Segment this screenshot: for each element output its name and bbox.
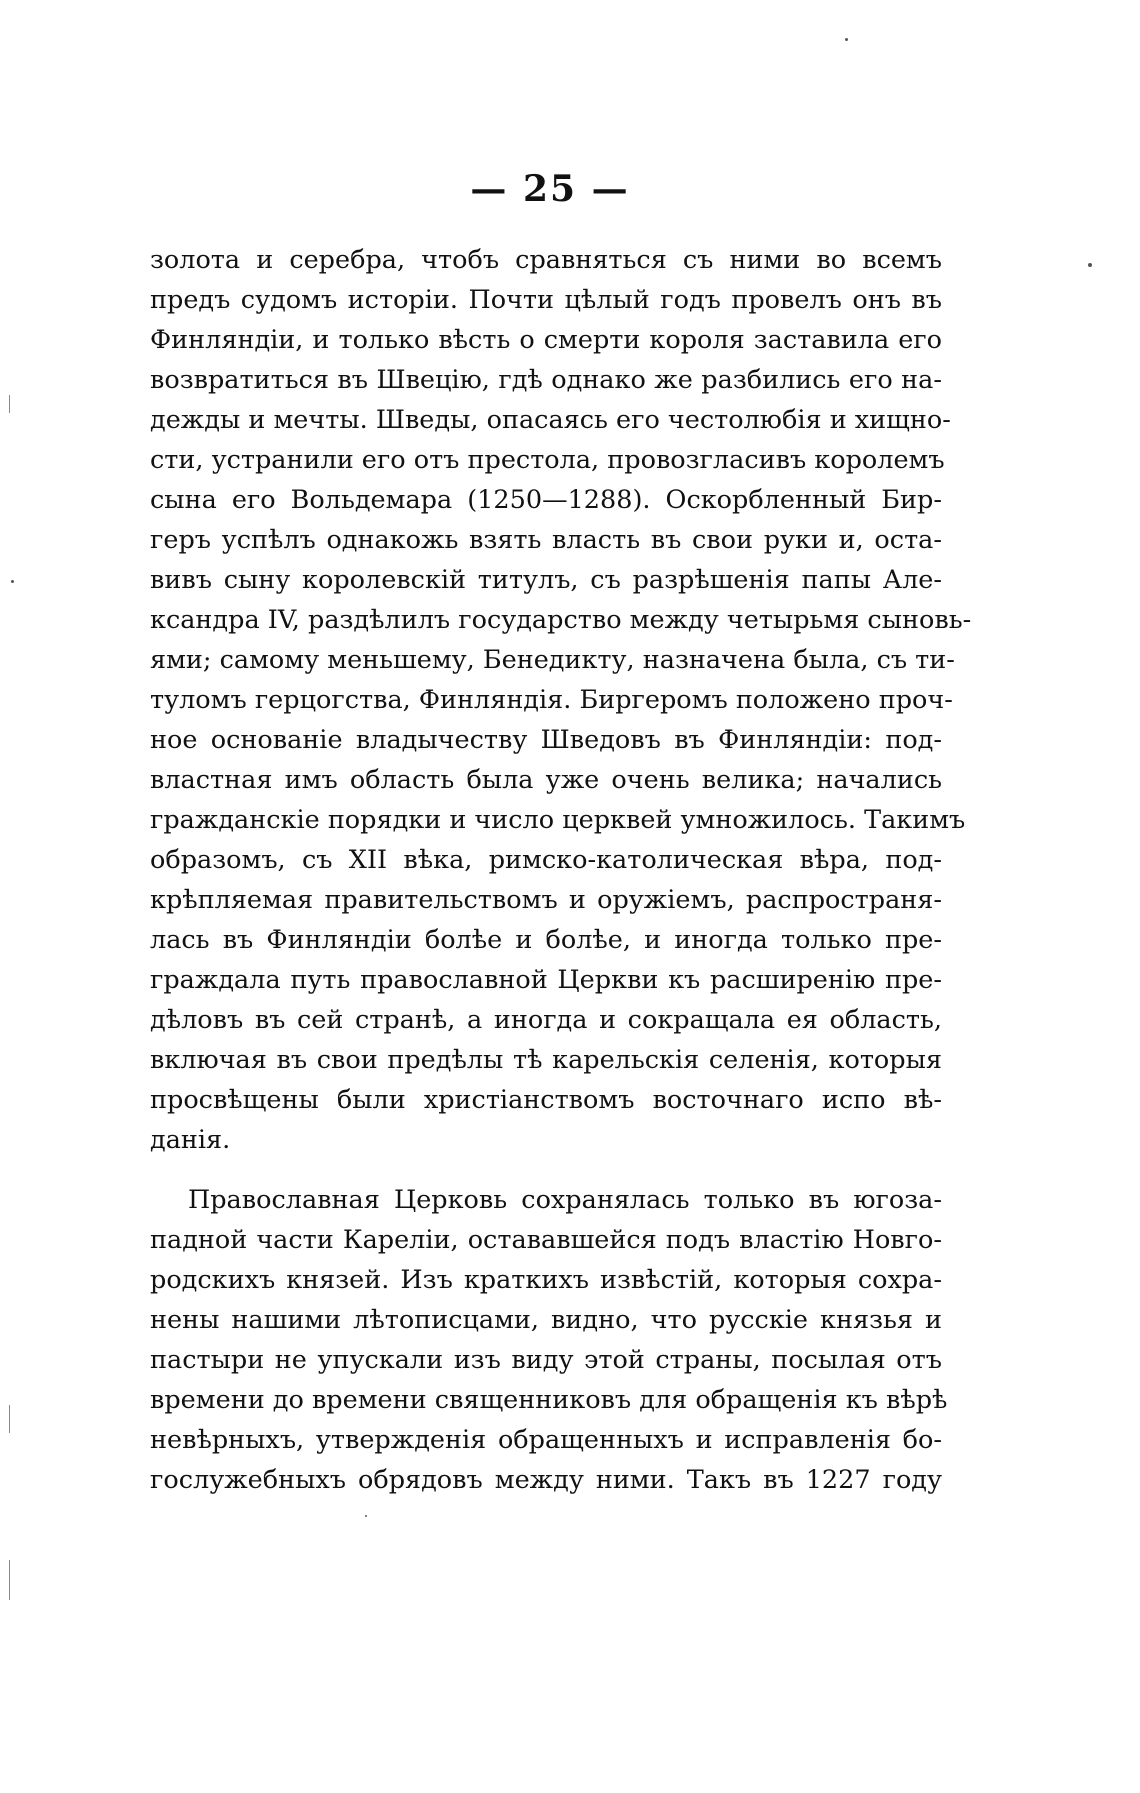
text-line: времени до времени священниковъ для обращенія къ вѣрѣ (150, 1385, 948, 1415)
text-line: геръ успѣлъ однакожь взять власть въ свои руки и, оста- (150, 525, 942, 555)
text-line: ксандра IV, раздѣлилъ государство между четырьмя сыновь- (150, 605, 972, 635)
text-line: золота и серебра, чтобъ сравняться съ ними во всемъ (150, 245, 942, 275)
text-line: Православная Церковь сохранялась только въ югоза- (188, 1185, 942, 1215)
text-line: ями; самому меньшему, Бенедикту, назначена была, съ ти- (150, 645, 955, 675)
text-line: дежды и мечты. Шведы, опасаясь его честолюбія и хищно- (150, 405, 951, 435)
scan-speck (365, 1515, 367, 1517)
text-line: возвратиться въ Швецію, гдѣ однако же разбились его на- (150, 365, 942, 395)
text-line: Финляндіи, и только вѣсть о смерти короля заставила его (150, 325, 942, 355)
scan-speck (1088, 263, 1092, 267)
scan-edge-mark (9, 1560, 10, 1600)
paragraph-2 (150, 1180, 948, 1500)
text-line: лась въ Финляндіи болѣе и болѣе, и иногда только пре- (150, 925, 942, 955)
scan-speck (11, 580, 14, 583)
text-line: сти, устранили его отъ престола, провозгласивъ королемъ (150, 445, 945, 475)
text-line: сына его Вольдемара (1250—1288). Оскорбленный Бир- (150, 485, 942, 515)
text-line: ное основаніе владычеству Шведовъ въ Финляндіи: под- (150, 725, 942, 755)
text-line: предъ судомъ исторіи. Почти цѣлый годъ провелъ онъ въ (150, 285, 942, 315)
text-line: гослужебныхъ обрядовъ между ними. Такъ въ 1227 году (150, 1465, 942, 1495)
text-line: просвѣщены были христіанствомъ восточнаго испо вѣ- (150, 1085, 942, 1115)
text-line: образомъ, съ XII вѣка, римско-католическая вѣра, под- (150, 845, 942, 875)
text-line: нены нашими лѣтописцами, видно, что русскіе князья и (150, 1305, 942, 1335)
text-line: гражданскіе порядки и число церквей умножилось. Такимъ (150, 805, 966, 835)
paragraph-gap (150, 1160, 942, 1180)
text-line: властная имъ область была уже очень велика; начались (150, 765, 942, 795)
text-line: туломъ герцогства, Финляндія. Биргеромъ положено проч- (150, 685, 953, 715)
text-line: граждала путь православной Церкви къ расширенію пре- (150, 965, 942, 995)
text-line: крѣпляемая правительствомъ и оружіемъ, распространя- (150, 885, 942, 915)
text-line: невѣрныхъ, утвержденія обращенныхъ и исправленія бо- (150, 1425, 942, 1455)
body-text (150, 240, 972, 1500)
paragraph-1 (150, 240, 972, 1160)
text-line: родскихъ князей. Изъ краткихъ извѣстій, которыя сохра- (150, 1265, 942, 1295)
text-line: вивъ сыну королевскій титулъ, съ разрѣшенія папы Але- (150, 565, 942, 595)
page-number: — 25 — (470, 168, 630, 210)
scan-speck (845, 38, 848, 41)
scan-edge-mark (9, 1405, 10, 1433)
text-line: данія. (150, 1125, 231, 1155)
text-line: пастыри не упускали изъ виду этой страны, посылая отъ (150, 1345, 942, 1375)
text-line: дѣловъ въ сей странѣ, а иногда и сокращала ея область, (150, 1005, 942, 1035)
scan-edge-mark (9, 395, 10, 413)
text-line: включая въ свои предѣлы тѣ карельскія селенія, которыя (150, 1045, 942, 1075)
text-line: падной части Кареліи, остававшейся подъ властію Новго- (150, 1225, 942, 1255)
